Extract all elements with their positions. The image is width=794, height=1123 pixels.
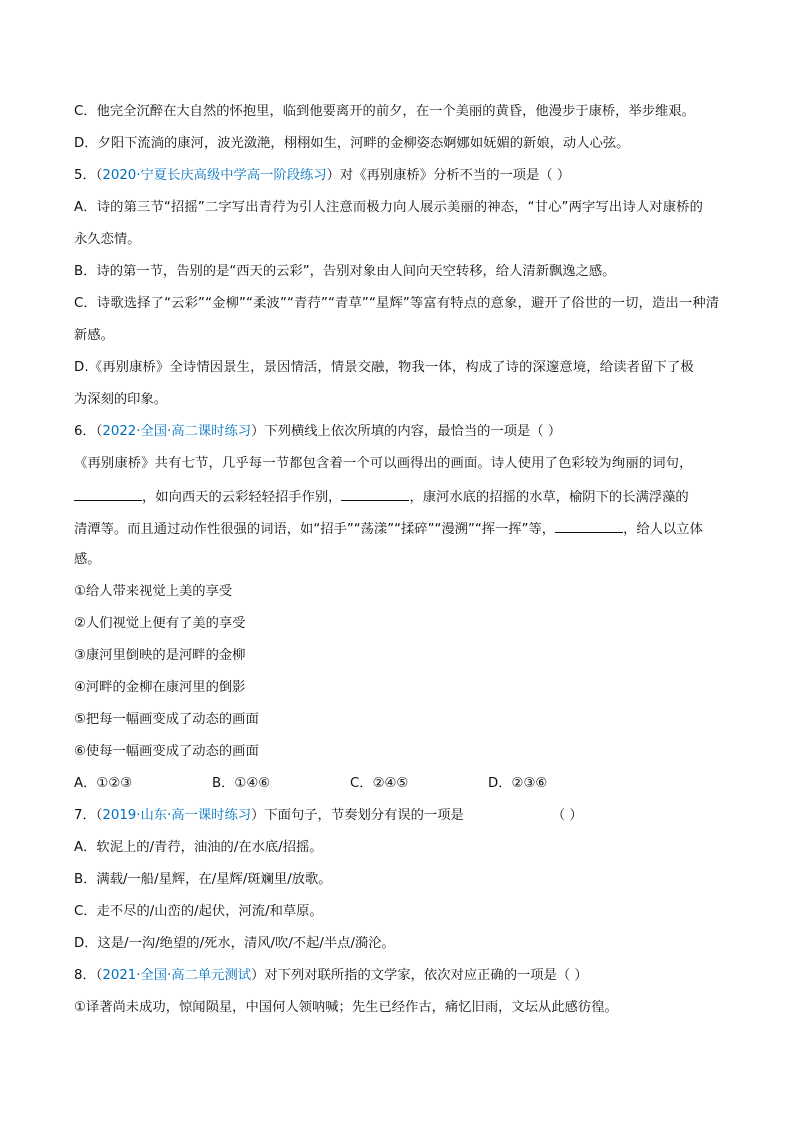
- q6-item-5: ⑤把每一幅画变成了动态的画面: [74, 712, 259, 727]
- q5-option-d-line1: D.《再别康桥》全诗情因景生，景因情活，情景交融，物我一体，构成了诗的深邃意境，给读者留下了极: [74, 360, 694, 375]
- q6-option-d: D．②③⑥: [488, 776, 548, 791]
- q7-stem: [74, 806, 724, 838]
- q8-question: ）对下列对联所指的文学家，依次对应正确的一项是（ ）: [251, 968, 588, 983]
- q6-option-c: C．②④⑤: [350, 776, 409, 791]
- q5-option-a-line1: A．诗的第三节“招摇”二字写出青荇为引人注意而极力向人展示美丽的神态，“甘心”两字写出诗人对康桥的: [74, 200, 704, 215]
- q6-passage-text: ，康河水底的招摇的水草，榆阴下的长满浮藻的: [409, 490, 689, 505]
- blank-3: [555, 518, 623, 533]
- q5-stem: [74, 166, 724, 198]
- q6-item-6: ⑥使每一幅画变成了动态的画面: [74, 744, 259, 759]
- q8-stem: [74, 966, 724, 998]
- q6-question: ）下列横线上依次所填的内容，最恰当的一项是（ ）: [251, 424, 562, 439]
- q5-source: 2020·宁夏长庆高级中学高一阶段练习: [102, 168, 327, 183]
- q5-option-d-line2: 为深刻的印象。: [74, 392, 168, 407]
- q6-passage-text: 清潭等。而且通过动作性很强的词语，如“招手”“荡漾”“揉碎”“漫溯”“挥一挥”等，: [74, 522, 556, 537]
- q6-passage-text: ，如向西天的云彩轻轻招手作别，: [142, 490, 342, 505]
- q6-passage-line3: [74, 518, 724, 550]
- q7-number: 7．（: [74, 808, 103, 823]
- q5-option-c-line2: 新感。: [74, 328, 114, 343]
- q7-option-d: D．这是/一沟/绝望的/死水，清风/吹/不起/半点/漪沦。: [74, 936, 395, 951]
- q6-number: 6．（: [74, 424, 103, 439]
- q7-answer-paren: （ ）: [551, 808, 583, 823]
- q6-item-2: ②人们视觉上便有了美的享受: [74, 616, 246, 631]
- q6-item-1: ①给人带来视觉上美的享受: [74, 584, 233, 599]
- q6-option-b: B．①④⑥: [212, 776, 271, 791]
- q7-source: 2019·山东·高一课时练习: [102, 808, 252, 823]
- q5-number: 5．（: [74, 168, 103, 183]
- blank-1: [74, 486, 142, 501]
- q8-source: 2021·全国·高二单元测试: [102, 968, 252, 983]
- q6-passage-line4: 感。: [74, 552, 101, 567]
- q7-option-b: B．满载/一船/星辉，在/星辉/斑斓里/放歌。: [74, 872, 332, 887]
- q4-option-c: C．他完全沉醉在大自然的怀抱里，临到他要离开的前夕，在一个美丽的黄昏，他漫步于康桥，举步维艰。: [74, 104, 695, 119]
- q6-item-4: ④河畔的金柳在康河里的倒影: [74, 680, 246, 695]
- q6-stem: [74, 422, 724, 454]
- q6-option-a: A．①②③: [74, 776, 133, 791]
- q7-option-c: C．走不尽的/山峦的/起伏，河流/和草原。: [74, 904, 323, 919]
- q5-option-c-line1: C．诗歌选择了“云彩”“金柳”“柔波”“青荇”“青草”“星辉”等富有特点的意象，避开了俗世的一切，造出一种清: [74, 296, 720, 311]
- q6-options: [74, 774, 724, 806]
- q5-question: ）对《再别康桥》分析不当的一项是（ ）: [326, 168, 571, 183]
- q5-option-b: B．诗的第一节，告别的是“西天的云彩”，告别对象由人间向天空转移，给人清新飘逸之感。: [74, 264, 616, 279]
- q5-option-a-line2: 永久恋情。: [74, 232, 141, 247]
- q7-option-a: A．软泥上的/青荇，油油的/在水底/招摇。: [74, 840, 323, 855]
- blank-2: [341, 486, 409, 501]
- q6-source: 2022·全国·高二课时练习: [102, 424, 252, 439]
- q6-item-3: ③康河里倒映的是河畔的金柳: [74, 648, 246, 663]
- q7-question: ）下面句子，节奏划分有误的一项是: [251, 808, 464, 823]
- q8-couplet-1: ①译著尚未成功，惊闻陨星，中国何人领呐喊；先生已经作古，痛忆旧雨，文坛从此感彷徨。: [74, 1000, 618, 1015]
- document-body: [74, 102, 724, 1030]
- q6-passage-line2: [74, 486, 724, 518]
- q6-passage-text: ，给人以立体: [623, 522, 703, 537]
- q4-option-d: D．夕阳下流淌的康河，波光潋滟，栩栩如生，河畔的金柳姿态婀娜如妩媚的新娘，动人心弦。: [74, 136, 630, 151]
- q8-number: 8．（: [74, 968, 103, 983]
- q6-passage-line1: 《再别康桥》共有七节，几乎每一节都包含着一个可以画得出的画面。诗人使用了色彩较为绚丽的词句，: [74, 456, 693, 471]
